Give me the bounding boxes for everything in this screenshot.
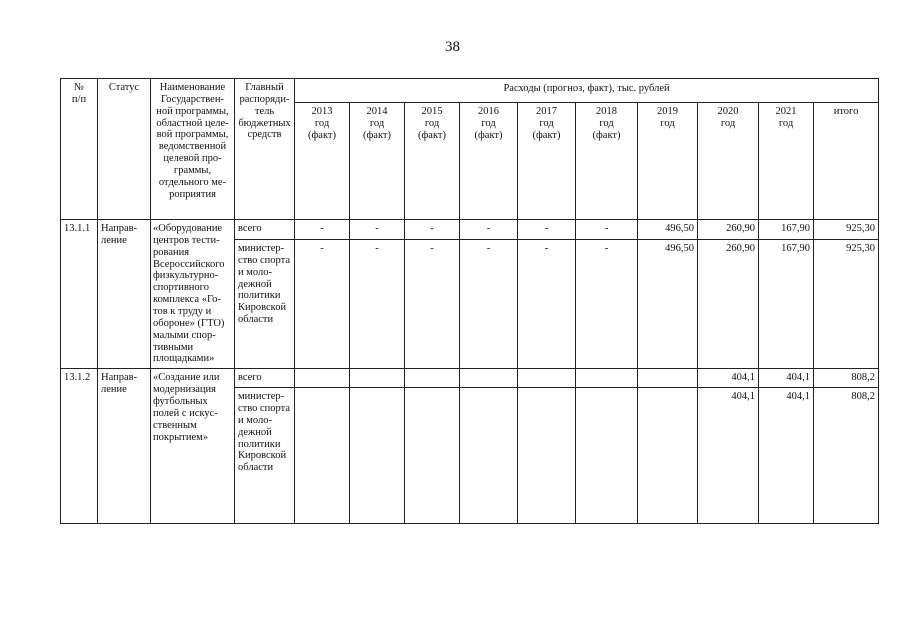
header-year: 2016 год (факт) — [460, 103, 518, 220]
row-value — [638, 388, 698, 524]
row-value: 167,90 — [759, 239, 814, 368]
table-row — [61, 220, 879, 240]
row-value — [350, 369, 405, 388]
header-distributor: Главный распоряди- тель бюджетных средств — [235, 79, 295, 220]
row-value: 808,2 — [814, 388, 879, 524]
row-distributor: министер- ство спорта и моло- дежной политики Кировской области — [235, 388, 295, 524]
row-value — [518, 388, 576, 524]
row-number: 13.1.2 — [61, 369, 98, 524]
row-value: 496,50 — [638, 239, 698, 368]
row-distributor: министер- ство спорта и моло- дежной политики Кировской области — [235, 239, 295, 368]
header-year: 2020 год — [698, 103, 759, 220]
header-year: итого — [814, 103, 879, 220]
header-name: Наименование Государствен- ной программы, областной целе- вой программы, ведомственной целевой про- граммы, отдельного ме- роприятия — [151, 79, 235, 220]
header-year: 2014 год (факт) — [350, 103, 405, 220]
row-status: Направ- ление — [98, 220, 151, 369]
row-value: 260,90 — [698, 239, 759, 368]
budget-table — [60, 78, 879, 524]
header-year: 2015 год (факт) — [405, 103, 460, 220]
row-value: - — [350, 239, 405, 368]
row-value: - — [350, 220, 405, 240]
row-value: 404,1 — [698, 369, 759, 388]
row-value: - — [518, 220, 576, 240]
row-value: - — [576, 220, 638, 240]
row-value: 496,50 — [638, 220, 698, 240]
row-value: 404,1 — [698, 388, 759, 524]
row-value: 808,2 — [814, 369, 879, 388]
row-value — [350, 388, 405, 524]
row-name: «Оборудование центров тести- рования Всероссийского физкультурно- спортивного комплекса «Го- тов к труду и обороне» (ГТО) малыми спор- тивными площадками» — [151, 220, 235, 369]
row-value — [295, 388, 350, 524]
header-year: 2019 год — [638, 103, 698, 220]
row-value: - — [295, 220, 350, 240]
row-value — [460, 369, 518, 388]
row-value: 925,30 — [814, 239, 879, 368]
row-value — [460, 388, 518, 524]
header-expenses: Расходы (прогноз, факт), тыс. рублей — [295, 79, 879, 103]
table-row — [61, 369, 879, 388]
row-value: - — [576, 239, 638, 368]
row-value — [576, 388, 638, 524]
row-value — [518, 369, 576, 388]
row-value: 167,90 — [759, 220, 814, 240]
row-status: Направ- ление — [98, 369, 151, 524]
row-value: - — [405, 220, 460, 240]
header-row — [61, 79, 879, 103]
row-value: 404,1 — [759, 369, 814, 388]
header-year: 2017 год (факт) — [518, 103, 576, 220]
row-value: 260,90 — [698, 220, 759, 240]
header-num: № п/п — [61, 79, 98, 220]
row-value: 925,30 — [814, 220, 879, 240]
row-value: 404,1 — [759, 388, 814, 524]
row-value: - — [460, 220, 518, 240]
page-number: 38 — [445, 39, 460, 55]
row-distributor: всего — [235, 220, 295, 240]
row-value — [295, 369, 350, 388]
row-value: - — [518, 239, 576, 368]
header-status: Статус — [98, 79, 151, 220]
row-value — [405, 369, 460, 388]
row-value: - — [460, 239, 518, 368]
row-value — [576, 369, 638, 388]
header-year: 2013 год (факт) — [295, 103, 350, 220]
row-value: - — [405, 239, 460, 368]
header-year: 2021 год — [759, 103, 814, 220]
header-year: 2018 год (факт) — [576, 103, 638, 220]
row-distributor: всего — [235, 369, 295, 388]
row-number: 13.1.1 — [61, 220, 98, 369]
row-value: - — [295, 239, 350, 368]
row-value — [405, 388, 460, 524]
row-name: «Создание или модернизация футбольных полей с искус- ственным покрытием» — [151, 369, 235, 524]
row-value — [638, 369, 698, 388]
